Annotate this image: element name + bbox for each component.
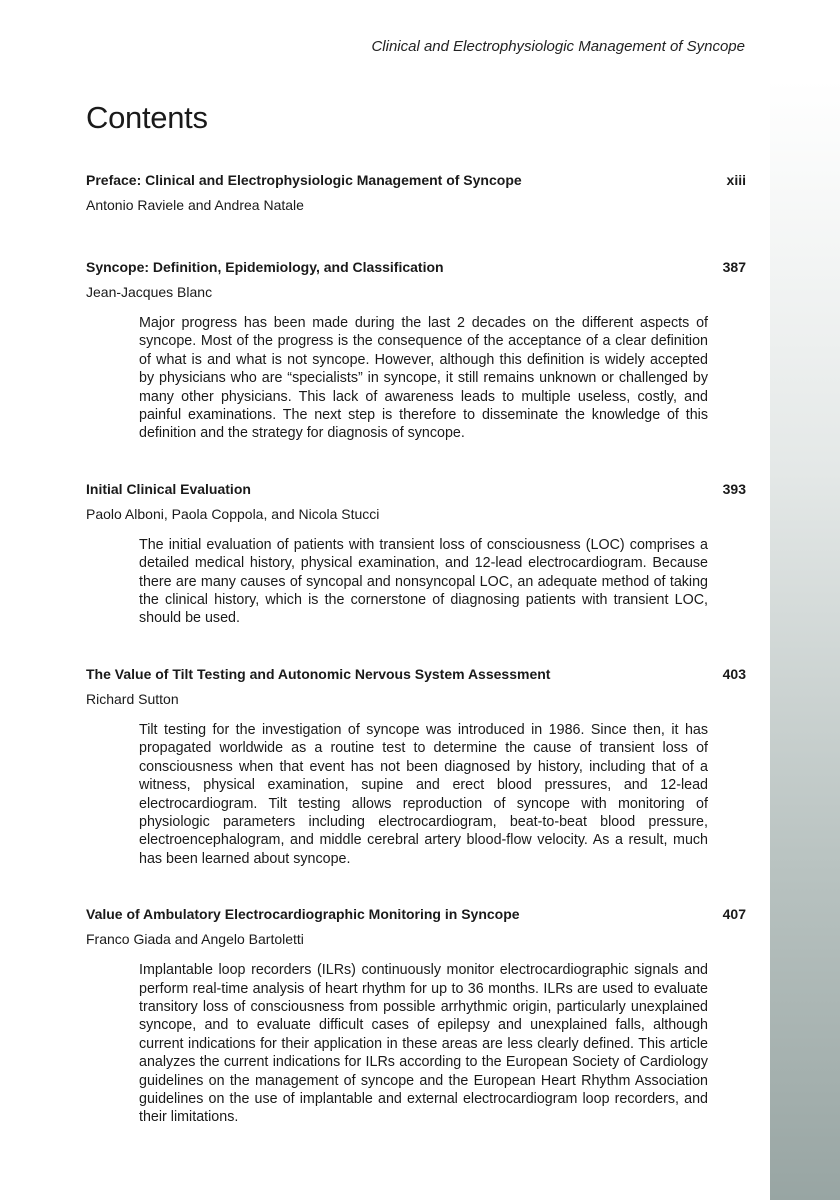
contents-list [86,172,746,1155]
page-number[interactable]: 387 [722,259,746,275]
page-number[interactable]: 407 [722,906,746,923]
article-abstract: Implantable loop recorders (ILRs) continuously monitor electrocardiographic signals and perform real-time analysis of heart rhythm for up to 36 months. ILRs are used to evaluate transitory loss of consciousness from possible arrhythmic origin, particularly unexplained syncope, and to evaluate difficult cases of epilepsy and unexplained falls, although current indications for their application in these areas are less clearly defined. This article analyzes the current indications for ILRs according to the European Society of Cardiology guidelines on the management of syncope and the European Heart Rhythm Association guidelines on the use of implantable and external electrocardiogram loop recorders, and their limitations. [139,962,708,1126]
article-abstract: The initial evaluation of patients with transient loss of consciousness (LOC) comprises a detailed medical history, physical examination, and 12-lead electrocardiogram. Because there are many causes of syncopal and nonsyncopal LOC, an adequate method of taking the clinical history, which is the cornerstone of diagnosing patients with transient LOC, should be used. [139,536,708,627]
toc-entry-header [86,172,746,188]
toc-entry-header [86,666,746,682]
toc-entry-header [86,481,746,497]
toc-entry [86,259,746,443]
article-authors: Jean-Jacques Blanc [86,284,213,300]
toc-entry [86,481,746,628]
article-authors: Paolo Alboni, Paola Coppola, and Nicola Stucci [86,505,380,522]
article-title[interactable]: The Value of Tilt Testing and Autonomic Nervous System Assessment [86,665,551,682]
decorative-side-bar [770,80,840,1200]
toc-entry [86,172,746,213]
page-number[interactable]: 403 [722,665,746,682]
page-number[interactable]: xiii [726,172,746,188]
running-head: Clinical and Electrophysiologic Management of Syncope [371,38,745,55]
article-abstract: Major progress has been made during the last 2 decades on the different aspects of syncope. Most of the progress is the consequence of the acceptance of a clear definition of what is and what is not syncope. However, although this definition is widely accepted by physicians who are “specialists” in syncope, it still remains unknown or challenged by many other physicians. This lack of awareness leads to multiple useless, costly, and painful examinations. The next step is therefore to disseminate the knowledge of this definition and the strategy for diagnosis of syncope. [139,315,708,442]
toc-entry [86,906,746,1127]
article-title[interactable]: Syncope: Definition, Epidemiology, and Classification [86,259,444,275]
article-authors: Franco Giada and Angelo Bartoletti [86,931,304,948]
toc-entry [86,666,746,868]
article-title[interactable]: Preface: Clinical and Electrophysiologic Management of Syncope [86,172,522,188]
article-authors: Antonio Raviele and Andrea Natale [86,197,304,213]
article-abstract: Tilt testing for the investigation of syncope was introduced in 1986. Since then, it has propagated worldwide as a routine test to determine the cause of transient loss of consciousness when that event has not been diagnosed by history, including that of a witness, physical examination, supine and erect blood pressures, and 12-lead electrocardiogram. Tilt testing allows reproduction of syncope with monitoring of physiologic parameters including electrocardiogram, beat-to-beat blood pressure, electroencephalogram, and middle cerebral artery blood-flow velocity. As a result, much has been learned about syncope. [139,721,708,867]
toc-entry-header [86,906,746,922]
page-number[interactable]: 393 [722,480,746,497]
article-title[interactable]: Initial Clinical Evaluation [86,480,251,497]
page-title: Contents [86,100,208,135]
article-title[interactable]: Value of Ambulatory Electrocardiographic Monitoring in Syncope [86,906,520,923]
article-authors: Richard Sutton [86,690,179,707]
toc-entry-header [86,259,746,275]
